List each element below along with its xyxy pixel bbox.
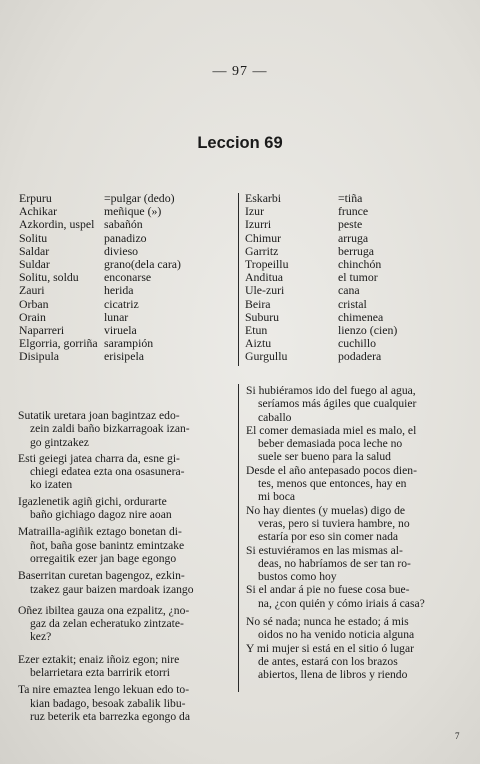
spanish-word: meñique (») bbox=[104, 204, 162, 219]
basque-word: Garritz bbox=[245, 243, 279, 258]
spanish-word: herida bbox=[104, 283, 134, 298]
sentence-paragraph bbox=[18, 409, 230, 449]
sentence-line: baño gichiago dagoz nire aoan bbox=[30, 508, 172, 522]
basque-word: Suldar bbox=[19, 257, 50, 272]
spanish-word: peste bbox=[338, 217, 363, 232]
sentence-line: Y mi mujer si está en el sitio ó lugar bbox=[246, 641, 414, 655]
spanish-word: enconarse bbox=[104, 270, 152, 285]
sentence-paragraph bbox=[246, 504, 462, 544]
basque-word: Suburu bbox=[245, 309, 280, 324]
vocabulary-list-left bbox=[19, 192, 181, 364]
basque-word: Naparreri bbox=[19, 323, 65, 338]
sentence-line: estaría por eso sin comer nada bbox=[258, 530, 399, 544]
spanish-word: divieso bbox=[104, 243, 139, 258]
spanish-word: arruga bbox=[338, 230, 369, 245]
sentence-paragraph bbox=[18, 452, 230, 492]
spanish-word: lunar bbox=[104, 309, 129, 324]
spanish-word: berruga bbox=[338, 243, 375, 258]
column-divider-sentences bbox=[238, 384, 239, 692]
sentence-line: seríamos más ágiles que cualquier bbox=[258, 397, 417, 411]
spanish-word: cicatriz bbox=[104, 296, 139, 311]
sentence-line: kian badago, besoak zabalik libu- bbox=[30, 696, 186, 710]
sentence-line: Si hubiéramos ido del fuego al agua, bbox=[246, 384, 416, 397]
sentence-line: oidos no ha venido noticia alguna bbox=[258, 628, 415, 642]
sentence-line: No hay dientes (y muelas) digo de bbox=[246, 503, 406, 517]
sentence-paragraph bbox=[246, 544, 462, 584]
basque-word: Saldar bbox=[19, 243, 50, 258]
sentence-line: abiertos, llena de libros y riendo bbox=[258, 668, 408, 682]
spanish-word: erisipela bbox=[104, 349, 144, 364]
spanish-word: panadizo bbox=[104, 230, 147, 245]
sentence-line: Ta nire emaztea lengo lekuan edo to- bbox=[18, 683, 190, 697]
basque-word: Solitu, soldu bbox=[19, 270, 79, 285]
lesson-title: Leccion 69 bbox=[197, 134, 283, 152]
vocab-row bbox=[245, 350, 397, 363]
sentence-line: go gintzakez bbox=[30, 435, 89, 449]
sentence-line: Oñez ibiltea gauza ona ezpalitz, ¿no- bbox=[18, 603, 190, 617]
basque-word: Izurri bbox=[245, 217, 272, 232]
basque-word: Disipula bbox=[19, 349, 59, 364]
footer-signature-mark: 7 bbox=[455, 731, 460, 741]
spanish-word: cana bbox=[338, 283, 360, 298]
spanish-word: chimenea bbox=[338, 309, 384, 324]
sentence-line: ñot, baña gose banintz emintzake bbox=[30, 538, 185, 552]
sentence-line: ruz beterik eta barrezka egongo da bbox=[30, 709, 190, 723]
basque-word: Orain bbox=[19, 309, 46, 324]
basque-word: Izur bbox=[245, 204, 264, 219]
sentence-line: kez? bbox=[30, 630, 52, 644]
sentence-paragraph bbox=[246, 384, 462, 424]
sentence-paragraph bbox=[18, 495, 230, 522]
vocab-row bbox=[245, 192, 397, 205]
sentence-line: mi boca bbox=[258, 490, 296, 504]
sentence-line: suele ser bueno para la salud bbox=[258, 450, 391, 464]
sentence-line: orregaitik ezer jan bage egongo bbox=[30, 551, 177, 565]
sentence-line: Si el andar á pie no fuese cosa bue- bbox=[246, 583, 410, 597]
sentence-line: na, ¿con quién y cómo iriais á casa? bbox=[258, 596, 425, 610]
vocab-row bbox=[245, 232, 397, 245]
basque-word: Solitu bbox=[19, 230, 48, 245]
sentence-line: Sutatik uretara joan bagintzaz edo- bbox=[18, 409, 180, 422]
basque-word: Anditua bbox=[245, 270, 284, 285]
spanish-word: frunce bbox=[338, 204, 369, 219]
sentence-line: bustos como hoy bbox=[258, 570, 337, 584]
sentence-line: deas, no habríamos de ser tan ro- bbox=[258, 556, 411, 570]
basque-sentences bbox=[18, 409, 230, 723]
sentence-line: Si estuviéramos en las mismas al- bbox=[246, 543, 403, 557]
vocab-row bbox=[245, 298, 397, 311]
vocabulary-list-right bbox=[245, 192, 397, 364]
spanish-word: cuchillo bbox=[338, 336, 377, 351]
basque-word: Achikar bbox=[19, 204, 57, 219]
sentence-paragraph bbox=[246, 424, 462, 464]
vocab-row bbox=[245, 284, 397, 297]
spanish-word: podadera bbox=[338, 349, 382, 364]
sentence-paragraph bbox=[246, 583, 462, 610]
spanish-word: =pulgar (dedo) bbox=[104, 191, 175, 205]
vocab-row bbox=[19, 218, 181, 231]
column-divider-vocab bbox=[238, 193, 239, 366]
sentence-line: tzakez gaur baizen mardoak izango bbox=[30, 582, 194, 596]
sentence-paragraph bbox=[246, 642, 462, 682]
sentence-line: zein zaldi baño bizkarragoak izan- bbox=[30, 422, 190, 436]
vocab-row bbox=[245, 218, 397, 231]
spanish-word: el tumor bbox=[338, 270, 378, 285]
page-number: — 97 — bbox=[212, 64, 268, 79]
sentence-line: veras, pero si tuviera hambre, no bbox=[258, 516, 410, 530]
spanish-word: viruela bbox=[104, 323, 137, 338]
basque-word: Zauri bbox=[19, 283, 45, 298]
spanish-word: grano(dela cara) bbox=[104, 257, 181, 272]
sentence-paragraph bbox=[18, 569, 230, 596]
sentence-paragraph bbox=[18, 604, 230, 644]
sentence-line: de antes, estará con los brazos bbox=[258, 654, 398, 668]
sentence-line: beber demasiada poca leche no bbox=[258, 437, 403, 451]
sentence-line: caballo bbox=[258, 410, 292, 424]
sentence-paragraph bbox=[246, 615, 462, 642]
sentence-paragraph bbox=[18, 525, 230, 565]
sentence-line: Igazlenetik agiñ gichi, ordurarte bbox=[18, 494, 167, 508]
basque-word: Etun bbox=[245, 323, 268, 338]
basque-word: Azkordin, uspel bbox=[19, 217, 95, 232]
spanish-word: lienzo (cien) bbox=[338, 323, 398, 338]
sentence-line: El comer demasiada miel es malo, el bbox=[246, 423, 417, 437]
sentence-line: ko izaten bbox=[30, 478, 73, 492]
sentence-line: chiegi edatea ezta ona osasunera- bbox=[30, 465, 185, 479]
spanish-word: cristal bbox=[338, 296, 367, 311]
basque-word: Eskarbi bbox=[245, 191, 282, 205]
basque-word: Gurgullu bbox=[245, 349, 288, 364]
vocab-row bbox=[19, 232, 181, 245]
basque-word: Elgorria, gorriña bbox=[19, 336, 98, 351]
vocab-row bbox=[19, 350, 181, 363]
vocab-row bbox=[19, 298, 181, 311]
sentence-paragraph bbox=[18, 683, 230, 723]
basque-word: Ule-zuri bbox=[245, 283, 285, 298]
basque-word: Aiztu bbox=[245, 336, 272, 351]
vocab-row bbox=[19, 284, 181, 297]
basque-word: Beira bbox=[245, 296, 271, 311]
spanish-word: =tiña bbox=[338, 191, 363, 205]
sentence-line: Matrailla-agiñik eztago bonetan di- bbox=[18, 525, 182, 539]
sentence-line: belarrietara ezta barririk etorri bbox=[30, 666, 170, 680]
basque-word: Erpuru bbox=[19, 191, 52, 205]
sentence-line: Ezer eztakit; enaiz iñoiz egon; nire bbox=[18, 652, 180, 666]
sentence-paragraph bbox=[246, 464, 462, 504]
sentence-line: Esti geiegi jatea charra da, esne gi- bbox=[18, 451, 180, 465]
sentence-line: No sé nada; nunca he estado; á mis bbox=[246, 615, 409, 629]
spanish-word: sabañón bbox=[104, 217, 143, 232]
spanish-word: sarampión bbox=[104, 336, 154, 351]
basque-word: Chimur bbox=[245, 230, 282, 245]
basque-word: Orban bbox=[19, 296, 49, 311]
sentence-line: Desde el año antepasado pocos dien- bbox=[246, 463, 417, 477]
spanish-translations bbox=[246, 384, 462, 682]
sentence-line: tes, menos que entonces, hay en bbox=[258, 477, 407, 491]
sentence-line: Baserritan curetan bagengoz, ezkin- bbox=[18, 569, 185, 583]
spanish-word: chinchón bbox=[338, 257, 382, 272]
basque-word: Tropeillu bbox=[245, 257, 289, 272]
sentence-line: gaz da zelan echeratuko zintzate- bbox=[30, 617, 184, 631]
sentence-paragraph bbox=[18, 653, 230, 680]
